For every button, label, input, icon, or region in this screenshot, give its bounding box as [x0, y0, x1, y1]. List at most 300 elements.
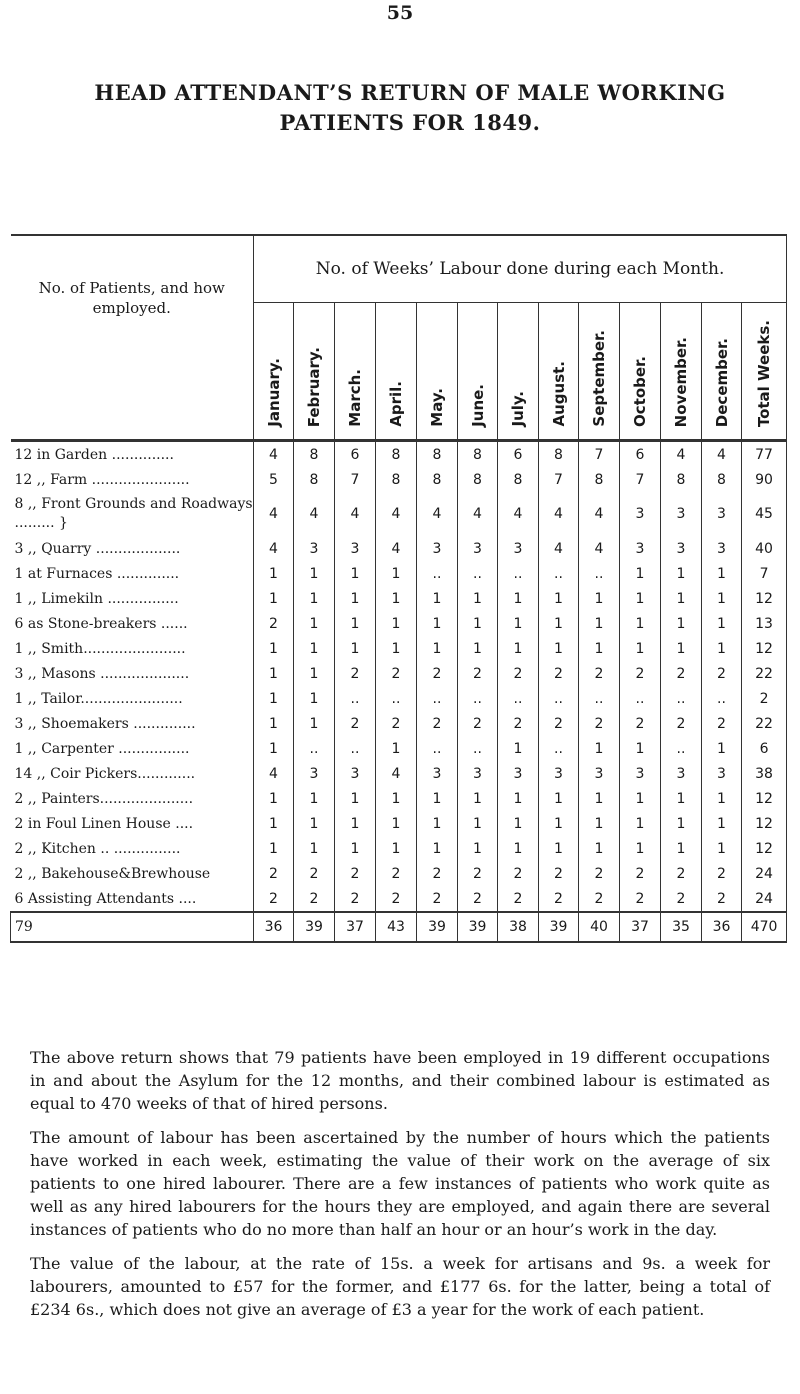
table-row — [11, 786, 787, 811]
weeks-cell: 2 — [702, 886, 742, 912]
weeks-cell: 1 — [294, 636, 335, 661]
weeks-cell: 1 — [702, 786, 742, 811]
weeks-cell: 1 — [458, 836, 498, 861]
month-header — [458, 303, 498, 441]
weeks-cell: 1 — [294, 711, 335, 736]
weeks-cell: 1 — [579, 786, 620, 811]
weeks-cell: 7 — [620, 467, 661, 492]
table-row — [11, 661, 787, 686]
weeks-cell: 2 — [376, 886, 417, 912]
weeks-cell: 1 — [458, 636, 498, 661]
occupation-label: 12 ,, Farm ...................... — [14, 471, 190, 488]
weeks-cell: 3 — [661, 761, 702, 786]
weeks-cell: 1 — [498, 836, 539, 861]
occupation-label: 3 ,, Shoemakers .............. — [14, 715, 196, 732]
weeks-cell: 4 — [335, 492, 376, 536]
occupation-label: 12 in Garden .............. — [14, 446, 174, 463]
occupation-label: 1 ,, Tailor....................... — [14, 690, 183, 707]
total-weeks-cell: 22 — [742, 711, 787, 736]
weeks-cell: 2 — [376, 711, 417, 736]
weeks-cell: 2 — [661, 861, 702, 886]
weeks-cell: 1 — [539, 786, 579, 811]
weeks-cell: 1 — [254, 836, 294, 861]
weeks-cell: 1 — [539, 836, 579, 861]
weeks-cell: 2 — [539, 661, 579, 686]
month-header — [539, 303, 579, 441]
weeks-cell: 2 — [702, 661, 742, 686]
weeks-cell: 4 — [539, 492, 579, 536]
weeks-cell: 2 — [539, 861, 579, 886]
title-line-2: PATIENTS FOR 1849. — [279, 110, 541, 135]
total-row — [11, 912, 787, 942]
weeks-cell: 1 — [254, 586, 294, 611]
weeks-cell: .. — [335, 736, 376, 761]
occupation-label: 1 at Furnaces .............. — [14, 565, 180, 582]
weeks-cell: 8 — [498, 467, 539, 492]
table-row — [11, 736, 787, 761]
occupation-label: 2 ,, Bakehouse&Brewhouse — [14, 865, 211, 882]
weeks-cell: 1 — [620, 586, 661, 611]
weeks-cell: 2 — [498, 861, 539, 886]
weeks-cell: 4 — [498, 492, 539, 536]
weeks-cell: 1 — [376, 586, 417, 611]
weeks-cell: .. — [458, 736, 498, 761]
weeks-cell: 4 — [539, 536, 579, 561]
weeks-cell: 3 — [620, 761, 661, 786]
weeks-cell: 1 — [254, 811, 294, 836]
paragraph-method: The amount of labour has been ascertained by the number of hours which the patients have worked in each week, estimating the value of their work on the average of six patients to one hired labourer. There are a few instances of patients who work quite as well as any hired labourers for the hours they are employed, and again there are several instances of patients who do no more than half an hour or an hour’s work in the day. — [30, 1128, 770, 1239]
weeks-cell: 2 — [579, 886, 620, 912]
weeks-cell: 3 — [620, 492, 661, 536]
total-weeks-cell: 7 — [742, 561, 787, 586]
weeks-cell: 3 — [702, 492, 742, 536]
weeks-cell: 8 — [417, 441, 458, 468]
page-number: 55 — [386, 2, 414, 24]
weeks-cell: 1 — [335, 836, 376, 861]
weeks-cell: 35 — [661, 912, 702, 942]
weeks-cell: 3 — [702, 761, 742, 786]
weeks-cell: 4 — [376, 761, 417, 786]
weeks-cell: 2 — [620, 886, 661, 912]
weeks-cell: 1 — [620, 736, 661, 761]
weeks-cell: 2 — [335, 886, 376, 912]
table-row — [11, 586, 787, 611]
month-header-label: August. — [549, 361, 568, 427]
weeks-cell: 2 — [458, 886, 498, 912]
weeks-cell: 2 — [620, 711, 661, 736]
weeks-cell: 2 — [661, 886, 702, 912]
weeks-cell: 1 — [417, 586, 458, 611]
weeks-cell: 1 — [539, 586, 579, 611]
occupation-label: 2 ,, Painters..................... — [14, 790, 194, 807]
weeks-cell: 2 — [539, 886, 579, 912]
month-header — [742, 303, 787, 441]
weeks-cell: 1 — [702, 611, 742, 636]
weeks-cell: 1 — [335, 811, 376, 836]
weeks-cell: 3 — [539, 761, 579, 786]
occupation-label: 6 as Stone-breakers ...... — [14, 615, 188, 632]
weeks-cell: 1 — [579, 611, 620, 636]
weeks-cell: 2 — [579, 661, 620, 686]
labour-return-table — [10, 234, 787, 943]
weeks-cell: 3 — [458, 536, 498, 561]
weeks-cell: 1 — [335, 786, 376, 811]
weeks-cell: 1 — [376, 836, 417, 861]
weeks-cell: 1 — [579, 811, 620, 836]
weeks-cell: 4 — [254, 492, 294, 536]
occupation-label: 2 ,, Kitchen .. ............... — [14, 840, 181, 857]
occupation-label: 2 in Foul Linen House .... — [14, 815, 194, 832]
weeks-cell: 8 — [294, 441, 335, 468]
weeks-cell: 6 — [335, 441, 376, 468]
weeks-cell: 7 — [579, 441, 620, 468]
weeks-cell: 37 — [335, 912, 376, 942]
month-header-label: July. — [509, 391, 527, 427]
occupation-label: 14 ,, Coir Pickers............. — [14, 765, 196, 782]
table-row — [11, 441, 787, 468]
weeks-cell: 6 — [620, 441, 661, 468]
weeks-cell: 1 — [620, 636, 661, 661]
weeks-cell: 3 — [294, 536, 335, 561]
weeks-cell: 1 — [661, 561, 702, 586]
weeks-cell: 2 — [498, 886, 539, 912]
month-header-label: November. — [672, 336, 690, 427]
weeks-cell: 1 — [254, 686, 294, 711]
table-row — [11, 686, 787, 711]
total-weeks-cell: 6 — [742, 736, 787, 761]
month-header-label: Total Weeks. — [755, 319, 774, 427]
weeks-cell: 2 — [335, 861, 376, 886]
weeks-cell: .. — [620, 686, 661, 711]
month-header-label: March. — [346, 369, 364, 427]
weeks-cell: 2 — [376, 861, 417, 886]
total-weeks-cell: 12 — [742, 586, 787, 611]
weeks-cell: 4 — [458, 492, 498, 536]
weeks-cell: 1 — [579, 736, 620, 761]
total-weeks-cell: 24 — [742, 886, 787, 912]
weeks-cell: 1 — [620, 561, 661, 586]
weeks-cell: 2 — [254, 861, 294, 886]
weeks-cell: 1 — [335, 611, 376, 636]
weeks-cell: 1 — [335, 561, 376, 586]
occupation-label: 8 ,, Front Grounds and Roadways ......... } — [14, 496, 253, 531]
table-row — [11, 886, 787, 912]
weeks-cell: 2 — [335, 711, 376, 736]
total-weeks-cell: 90 — [742, 467, 787, 492]
weeks-cell: 1 — [579, 836, 620, 861]
weeks-cell: 1 — [254, 711, 294, 736]
weeks-cell: 1 — [417, 811, 458, 836]
weeks-cell: 2 — [458, 661, 498, 686]
month-header-label: December. — [712, 337, 731, 427]
weeks-cell: 1 — [458, 586, 498, 611]
weeks-cell: 1 — [294, 661, 335, 686]
weeks-cell: 1 — [702, 836, 742, 861]
weeks-cell: 1 — [458, 811, 498, 836]
weeks-cell: 1 — [702, 636, 742, 661]
weeks-cell: 1 — [254, 636, 294, 661]
weeks-cell: 1 — [702, 561, 742, 586]
weeks-cell: 1 — [661, 636, 702, 661]
weeks-cell: 2 — [539, 711, 579, 736]
title-line-1: HEAD ATTENDANT’S RETURN OF MALE WORKING — [94, 80, 726, 105]
weeks-cell: 1 — [294, 611, 335, 636]
table-row — [11, 536, 787, 561]
month-header-label: April. — [387, 381, 405, 427]
weeks-cell: 1 — [498, 611, 539, 636]
occupation-label: 79 — [11, 912, 254, 942]
weeks-cell: 4 — [579, 536, 620, 561]
weeks-cell: .. — [661, 686, 702, 711]
weeks-cell: 1 — [335, 586, 376, 611]
weeks-cell: 2 — [579, 711, 620, 736]
weeks-cell: 1 — [661, 586, 702, 611]
weeks-cell: .. — [417, 686, 458, 711]
total-weeks-cell: 2 — [742, 686, 787, 711]
weeks-cell: .. — [458, 686, 498, 711]
weeks-cell: 1 — [417, 836, 458, 861]
weeks-cell: 4 — [702, 441, 742, 468]
total-weeks-cell: 470 — [742, 912, 787, 942]
month-header-label: January. — [264, 358, 283, 427]
weeks-cell: 7 — [539, 467, 579, 492]
table-row — [11, 611, 787, 636]
weeks-cell: 8 — [376, 441, 417, 468]
weeks-cell: 2 — [335, 661, 376, 686]
page-title — [60, 78, 760, 138]
weeks-cell: 1 — [702, 586, 742, 611]
total-weeks-cell: 12 — [742, 636, 787, 661]
weeks-cell: 3 — [498, 761, 539, 786]
month-header — [254, 303, 294, 441]
weeks-cell: 2 — [254, 611, 294, 636]
weeks-cell: 1 — [335, 636, 376, 661]
weeks-cell: 3 — [294, 761, 335, 786]
weeks-cell: 2 — [254, 886, 294, 912]
weeks-cell: 2 — [498, 711, 539, 736]
month-header — [498, 303, 539, 441]
weeks-cell: 2 — [498, 661, 539, 686]
table-row — [11, 636, 787, 661]
table-row — [11, 836, 787, 861]
total-weeks-cell: 12 — [742, 811, 787, 836]
month-header-label: October. — [631, 356, 649, 427]
weeks-cell: 1 — [254, 736, 294, 761]
weeks-cell: 4 — [254, 536, 294, 561]
weeks-cell: 1 — [579, 586, 620, 611]
weeks-cell: 3 — [661, 536, 702, 561]
weeks-cell: 37 — [620, 912, 661, 942]
table-row — [11, 561, 787, 586]
row-header: No. of Patients, and how employed. — [11, 235, 254, 441]
weeks-cell: 1 — [294, 836, 335, 861]
weeks-cell: .. — [458, 561, 498, 586]
month-header-label: May. — [428, 388, 446, 427]
weeks-cell: 7 — [335, 467, 376, 492]
weeks-cell: 1 — [376, 811, 417, 836]
weeks-cell: 1 — [294, 811, 335, 836]
total-weeks-cell: 12 — [742, 836, 787, 861]
weeks-cell: 1 — [376, 786, 417, 811]
month-header — [335, 303, 376, 441]
weeks-cell: 3 — [620, 536, 661, 561]
weeks-cell: 8 — [294, 467, 335, 492]
weeks-cell: 2 — [417, 861, 458, 886]
occupation-label: 1 ,, Carpenter ................ — [14, 740, 190, 757]
month-header — [620, 303, 661, 441]
weeks-cell: .. — [702, 686, 742, 711]
weeks-cell: 1 — [498, 586, 539, 611]
weeks-cell: 6 — [498, 441, 539, 468]
weeks-cell: 4 — [294, 492, 335, 536]
weeks-cell: 1 — [376, 636, 417, 661]
weeks-cell: 1 — [620, 786, 661, 811]
occupation-label: 6 Assisting Attendants .... — [14, 890, 197, 907]
table-row — [11, 492, 787, 536]
weeks-cell: 8 — [579, 467, 620, 492]
occupation-label: 3 ,, Quarry ................... — [14, 540, 181, 557]
weeks-cell: .. — [539, 736, 579, 761]
weeks-cell: 3 — [335, 536, 376, 561]
weeks-cell: 1 — [661, 836, 702, 861]
weeks-cell: 2 — [294, 886, 335, 912]
weeks-cell: 1 — [254, 561, 294, 586]
weeks-cell: 1 — [498, 811, 539, 836]
weeks-cell: 1 — [498, 786, 539, 811]
weeks-cell: 2 — [661, 661, 702, 686]
weeks-cell: 2 — [458, 711, 498, 736]
weeks-cell: 1 — [498, 636, 539, 661]
weeks-cell: 2 — [376, 661, 417, 686]
weeks-cell: 39 — [294, 912, 335, 942]
weeks-cell: 1 — [376, 736, 417, 761]
month-header — [417, 303, 458, 441]
weeks-cell: 4 — [417, 492, 458, 536]
total-weeks-cell: 24 — [742, 861, 787, 886]
weeks-cell: 3 — [417, 761, 458, 786]
weeks-cell: 40 — [579, 912, 620, 942]
weeks-cell: 1 — [376, 611, 417, 636]
weeks-cell: 8 — [417, 467, 458, 492]
month-header-label: September. — [590, 330, 608, 427]
weeks-cell: 4 — [376, 492, 417, 536]
weeks-cell: 1 — [417, 786, 458, 811]
weeks-cell: 4 — [661, 441, 702, 468]
occupation-label: 3 ,, Masons .................... — [14, 665, 190, 682]
weeks-cell: 38 — [498, 912, 539, 942]
weeks-cell: 3 — [335, 761, 376, 786]
weeks-cell: 8 — [458, 467, 498, 492]
weeks-cell: 8 — [539, 441, 579, 468]
weeks-cell: .. — [579, 686, 620, 711]
weeks-cell: 1 — [620, 611, 661, 636]
weeks-cell: 1 — [539, 611, 579, 636]
weeks-cell: 2 — [620, 861, 661, 886]
total-weeks-cell: 38 — [742, 761, 787, 786]
weeks-cell: 1 — [661, 811, 702, 836]
weeks-cell: 1 — [702, 736, 742, 761]
weeks-cell: 2 — [417, 661, 458, 686]
occupation-label: 1 ,, Limekiln ................ — [14, 590, 179, 607]
weeks-cell: 36 — [254, 912, 294, 942]
total-weeks-cell: 12 — [742, 786, 787, 811]
weeks-cell: 8 — [702, 467, 742, 492]
weeks-cell: 1 — [498, 736, 539, 761]
total-weeks-cell: 22 — [742, 661, 787, 686]
table-row — [11, 811, 787, 836]
weeks-cell: 1 — [458, 611, 498, 636]
total-weeks-cell: 13 — [742, 611, 787, 636]
weeks-cell: 4 — [254, 441, 294, 468]
weeks-cell: .. — [294, 736, 335, 761]
weeks-cell: 1 — [620, 836, 661, 861]
table-row — [11, 761, 787, 786]
weeks-cell: 1 — [661, 786, 702, 811]
weeks-cell: 1 — [294, 786, 335, 811]
weeks-cell: 1 — [458, 786, 498, 811]
weeks-cell: 8 — [661, 467, 702, 492]
weeks-cell: 8 — [376, 467, 417, 492]
month-header-label: February. — [305, 346, 323, 427]
weeks-cell: 3 — [661, 492, 702, 536]
weeks-cell: 1 — [661, 611, 702, 636]
table-row — [11, 861, 787, 886]
total-weeks-cell: 77 — [742, 441, 787, 468]
weeks-cell: 1 — [539, 811, 579, 836]
weeks-cell: .. — [335, 686, 376, 711]
occupation-label: 1 ,, Smith....................... — [14, 640, 186, 657]
weeks-cell: 3 — [498, 536, 539, 561]
weeks-cell: 3 — [417, 536, 458, 561]
weeks-cell: .. — [539, 686, 579, 711]
table-row — [11, 467, 787, 492]
weeks-cell: 2 — [458, 861, 498, 886]
weeks-cell: 2 — [702, 711, 742, 736]
weeks-cell: 43 — [376, 912, 417, 942]
table-caption: No. of Weeks’ Labour done during each Month. — [254, 235, 787, 303]
weeks-cell: .. — [417, 736, 458, 761]
weeks-cell: 1 — [702, 811, 742, 836]
weeks-cell: 2 — [579, 861, 620, 886]
weeks-cell: 3 — [702, 536, 742, 561]
month-header-label: June. — [468, 384, 487, 427]
weeks-cell: 1 — [579, 636, 620, 661]
month-header — [702, 303, 742, 441]
paragraph-summary: The above return shows that 79 patients have been employed in 19 different occupations in and about the Asylum for the 12 months, and their combined labour is estimated as equal to 470 weeks of that of hired persons. — [30, 1048, 770, 1113]
weeks-cell: .. — [498, 561, 539, 586]
month-header — [376, 303, 417, 441]
weeks-cell: 2 — [294, 861, 335, 886]
weeks-cell: 2 — [702, 861, 742, 886]
paragraph-value: The value of the labour, at the rate of 15s. a week for artisans and 9s. a week for labourers, amounted to £57 for the former, and £177 6s. for the latter, being a total of £234 6s., which does not give an average of £3 a year for the work of each patient. — [30, 1254, 770, 1319]
weeks-cell: 1 — [620, 811, 661, 836]
weeks-cell: 1 — [376, 561, 417, 586]
weeks-cell: 1 — [254, 661, 294, 686]
weeks-cell: .. — [661, 736, 702, 761]
weeks-cell: .. — [417, 561, 458, 586]
weeks-cell: 4 — [579, 492, 620, 536]
weeks-cell: 2 — [417, 886, 458, 912]
weeks-cell: .. — [539, 561, 579, 586]
weeks-cell: 36 — [702, 912, 742, 942]
month-header — [579, 303, 620, 441]
weeks-cell: 39 — [417, 912, 458, 942]
weeks-cell: 1 — [294, 586, 335, 611]
table-row — [11, 711, 787, 736]
weeks-cell: .. — [498, 686, 539, 711]
weeks-cell: 3 — [458, 761, 498, 786]
month-header — [661, 303, 702, 441]
